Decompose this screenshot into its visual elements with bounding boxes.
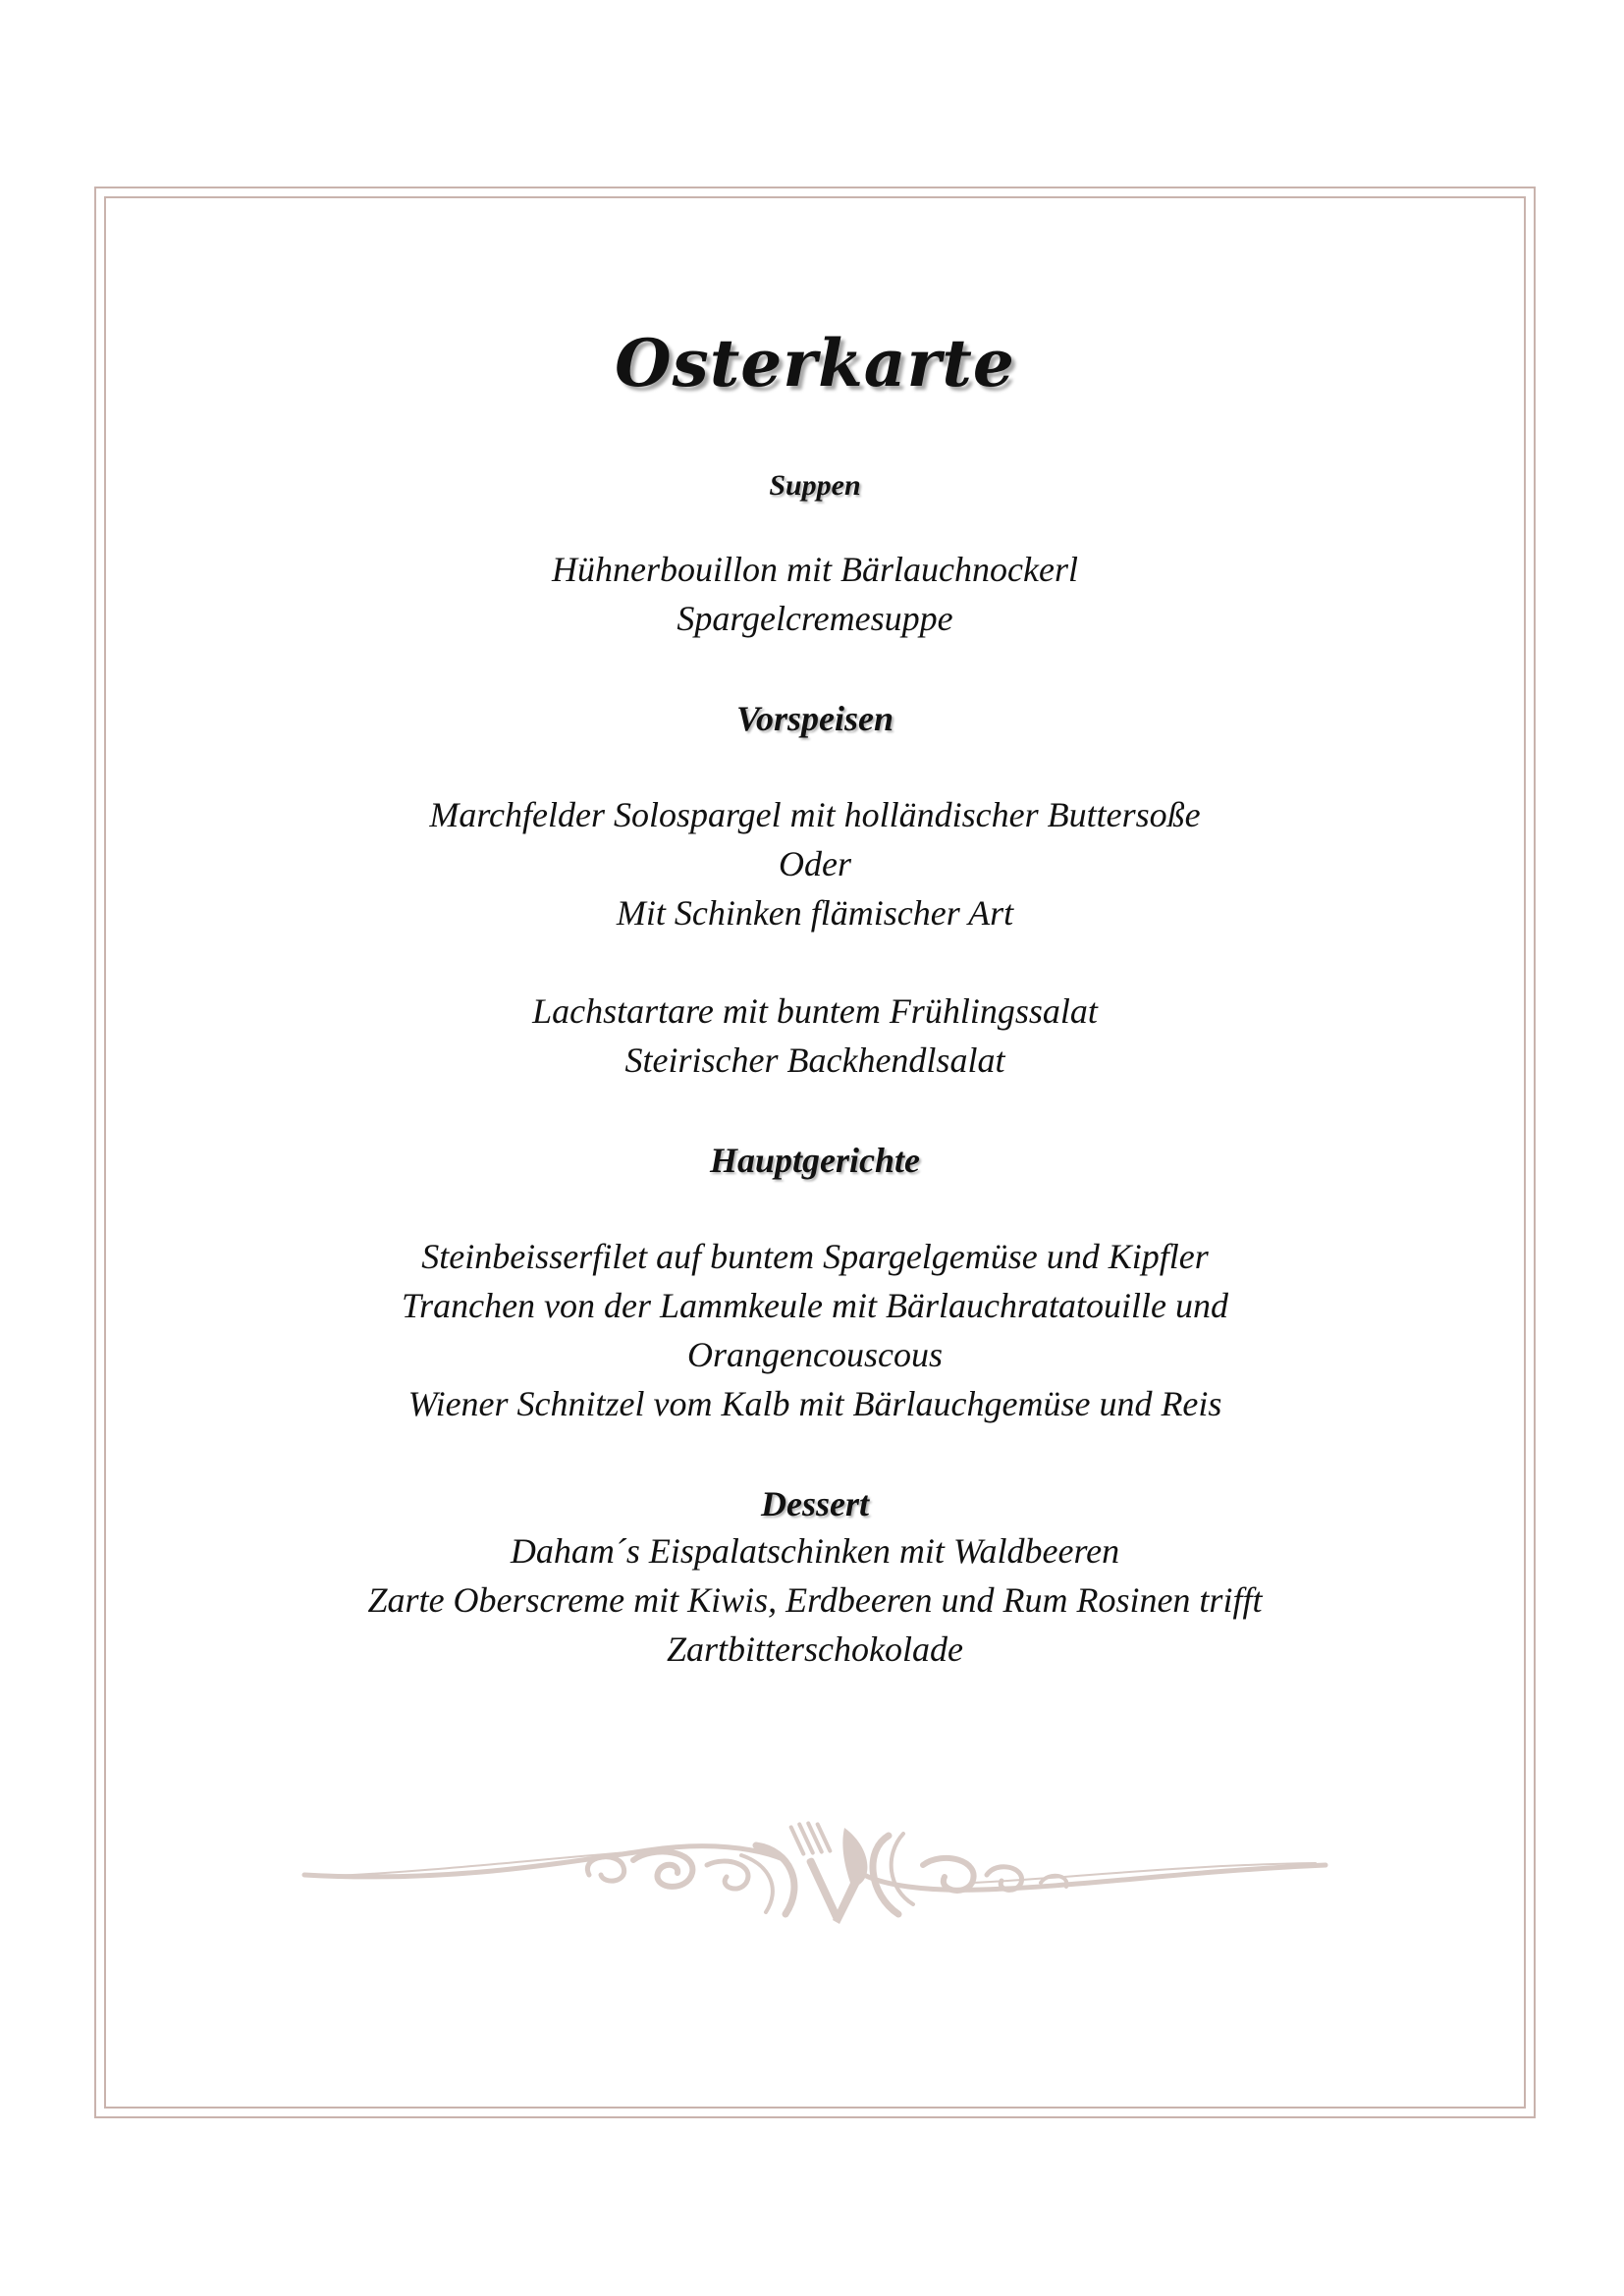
section-heading-vorspeisen: Vorspeisen: [735, 699, 894, 738]
section-heading-suppen: Suppen: [769, 469, 861, 502]
menu-item: Lachstartare mit buntem Frühlingssalat: [532, 991, 1098, 1031]
menu-item: Zartbitterschokolade: [667, 1629, 963, 1669]
menu-item: Spargelcremesuppe: [677, 599, 953, 638]
menu-item: Wiener Schnitzel vom Kalb mit Bärlauchgemüse und Reis: [407, 1384, 1222, 1423]
menu-title: Osterkarte: [615, 325, 1015, 401]
menu-item: Steinbeisserfilet auf buntem Spargelgemüse und Kipfler: [421, 1237, 1209, 1276]
fork-and-knife-flourish-icon: [295, 1806, 1335, 1934]
menu-item: Zarte Oberscreme mit Kiwis, Erdbeeren und Rum Rosinen trifft: [367, 1580, 1263, 1620]
section-heading-dessert: Dessert: [761, 1484, 869, 1523]
menu-item: Steirischer Backhendlsalat: [624, 1041, 1005, 1080]
menu-item-separator: Oder: [779, 844, 851, 883]
menu-item: Hühnerbouillon mit Bärlauchnockerl: [552, 550, 1078, 589]
menu-item: Marchfelder Solospargel mit holländischer Buttersoße: [429, 795, 1201, 834]
menu-item: Daham´s Eispalatschinken mit Waldbeeren: [510, 1531, 1120, 1571]
section-heading-hauptgerichte: Hauptgerichte: [710, 1141, 920, 1180]
menu-item: Orangencouscous: [687, 1335, 943, 1374]
menu-item: Tranchen von der Lammkeule mit Bärlauchratatouille und: [402, 1286, 1228, 1325]
menu-item: Mit Schinken flämischer Art: [616, 893, 1014, 933]
